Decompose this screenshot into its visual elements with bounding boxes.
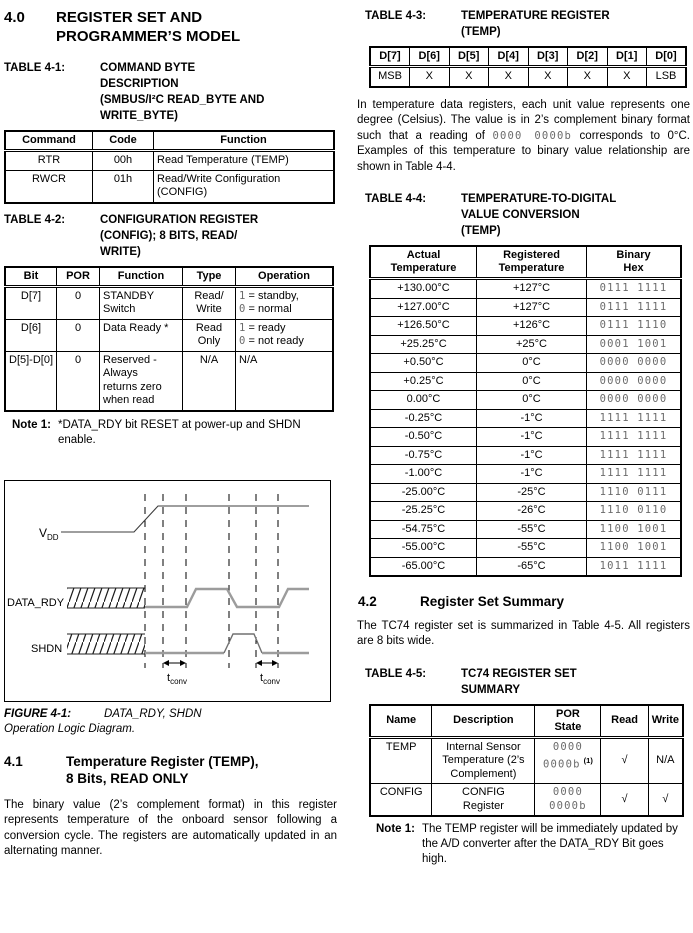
section-title-line: 8 Bits, READ ONLY bbox=[66, 771, 189, 786]
cell-line: 0000b bbox=[549, 799, 587, 812]
op-text: = normal bbox=[248, 303, 292, 315]
op-code: 1 bbox=[239, 289, 247, 302]
bit-value: LSB bbox=[647, 67, 687, 87]
cell-line: Complement) bbox=[450, 767, 517, 780]
header-line: Temperature bbox=[390, 262, 457, 274]
figure-label: FIGURE 4-1: bbox=[4, 707, 72, 720]
cell-por-state bbox=[535, 784, 601, 817]
table-label: TABLE 4-5: bbox=[365, 667, 427, 680]
cell-binary-hex: 1100 1001 bbox=[587, 539, 682, 558]
figure-4-1-box bbox=[4, 480, 331, 702]
cell-command: RTR bbox=[5, 151, 93, 171]
cell-actual-temp: +130.00°C bbox=[370, 279, 477, 299]
cell-line: Write bbox=[196, 303, 222, 315]
cell-registered-temp: 0°C bbox=[477, 354, 587, 373]
column-header-binary-hex bbox=[587, 246, 682, 279]
cell-binary-hex: 0000 0000 bbox=[587, 372, 682, 391]
bit-value: MSB bbox=[370, 67, 410, 87]
cell-type bbox=[183, 319, 236, 351]
figure-title-line2: Operation Logic Diagram. bbox=[4, 722, 136, 735]
table-row bbox=[370, 737, 683, 784]
table-title-line: COMMAND BYTE bbox=[100, 62, 196, 74]
table-row bbox=[370, 465, 681, 484]
note-label: Note 1: bbox=[12, 418, 51, 431]
section-heading-4-0 bbox=[4, 8, 337, 46]
column-header-write: Write bbox=[648, 705, 683, 738]
op-text: = ready bbox=[248, 321, 286, 334]
cell-function bbox=[100, 351, 183, 411]
note-reference: (1) bbox=[583, 756, 593, 765]
cell-binary-hex: 1111 1111 bbox=[587, 409, 682, 428]
bit-header: D[2] bbox=[568, 47, 608, 67]
cell-registered-temp: -1°C bbox=[477, 465, 587, 484]
cell-registered-temp: -1°C bbox=[477, 446, 587, 465]
table-4-2 bbox=[4, 266, 334, 412]
cell-line: when read bbox=[103, 394, 155, 406]
cell-por: 0 bbox=[57, 351, 100, 411]
shdn-undefined-region bbox=[67, 634, 145, 654]
cell-line: Temperature (2’s bbox=[442, 754, 525, 766]
data-rdy-waveform bbox=[145, 589, 309, 607]
cell-name: CONFIG bbox=[370, 784, 432, 817]
cell-read: √ bbox=[601, 737, 648, 784]
bit-value: X bbox=[410, 67, 450, 87]
cell-name: TEMP bbox=[370, 737, 432, 784]
table-title-line: SUMMARY bbox=[461, 683, 520, 696]
cell-line: Reserved - bbox=[103, 353, 157, 366]
table-row bbox=[370, 557, 681, 576]
table-row bbox=[5, 151, 334, 171]
cell-registered-temp: 0°C bbox=[477, 391, 587, 410]
cell-binary-hex: 1110 0111 bbox=[587, 483, 682, 502]
cell-line bbox=[239, 303, 329, 317]
table-title-line: (TEMP) bbox=[461, 26, 501, 38]
cell-binary-hex: 0111 1110 bbox=[587, 317, 682, 336]
table-title bbox=[100, 60, 264, 124]
table-title-line: (SMBUS/I²C READ_BYTE AND bbox=[100, 94, 265, 106]
timing-diagram bbox=[6, 482, 327, 698]
table-row bbox=[370, 784, 683, 817]
table-4-2-label bbox=[4, 212, 337, 260]
cell-line: 0000 bbox=[552, 786, 583, 798]
table-label: TABLE 4-3: bbox=[365, 10, 427, 22]
header-line: Actual bbox=[406, 249, 441, 261]
cell-line: Always bbox=[103, 367, 138, 379]
cell-line: returns zero bbox=[103, 380, 162, 393]
column-header-actual-temp bbox=[370, 246, 477, 279]
binary-literal: 0000 0000b bbox=[492, 129, 573, 142]
table-4-5-label bbox=[365, 666, 690, 698]
paragraph-text: corresponds to 0°C. Examples of this temperature to binary value relationship are shown in Table 4-4. bbox=[357, 129, 690, 173]
paragraph-4-1: The binary value (2’s complement format) in this register represents temperature of the onboard sensor following a conversion cycle. The registers are automatically updated in an alternating manner. bbox=[4, 798, 337, 857]
cell-por: 0 bbox=[57, 286, 100, 319]
column-header-description: Description bbox=[432, 705, 535, 738]
cell-line bbox=[538, 754, 597, 772]
cell-code: 00h bbox=[93, 151, 154, 171]
table-title-line: CONFIGURATION REGISTER bbox=[100, 213, 259, 226]
table-title bbox=[100, 212, 258, 260]
table-title-line: (TEMP) bbox=[461, 225, 501, 237]
cell-command: RWCR bbox=[5, 170, 93, 203]
cell-registered-temp: -55°C bbox=[477, 520, 587, 539]
table-row bbox=[370, 298, 681, 317]
cell-actual-temp: -54.75°C bbox=[370, 520, 477, 539]
table-4-1 bbox=[4, 130, 335, 204]
cell-binary-hex: 1110 0110 bbox=[587, 502, 682, 521]
cell-line: (CONFIG) bbox=[157, 186, 208, 198]
bit-header: D[7] bbox=[370, 47, 410, 67]
cell-binary-hex: 0001 1001 bbox=[587, 335, 682, 354]
right-column bbox=[356, 4, 690, 867]
table-header-row bbox=[5, 131, 334, 151]
table-4-5-note bbox=[376, 822, 690, 867]
cell-registered-temp: +25°C bbox=[477, 335, 587, 354]
cell-binary-hex: 1011 1111 bbox=[587, 557, 682, 576]
cell-registered-temp: 0°C bbox=[477, 372, 587, 391]
table-title-line: TC74 REGISTER SET bbox=[461, 667, 577, 680]
bit-header: D[5] bbox=[449, 47, 489, 67]
cell-registered-temp: -1°C bbox=[477, 409, 587, 428]
cell-line: CONFIG bbox=[462, 786, 505, 798]
cell-registered-temp: -26°C bbox=[477, 502, 587, 521]
por-value: 0000b bbox=[543, 758, 581, 771]
bit-header: D[3] bbox=[528, 47, 568, 67]
cell-registered-temp: -25°C bbox=[477, 483, 587, 502]
section-title-line: REGISTER SET AND bbox=[56, 9, 203, 26]
cell-line: 0000 bbox=[552, 740, 583, 753]
table-row bbox=[370, 409, 681, 428]
cell-function: Read Temperature (TEMP) bbox=[154, 151, 335, 171]
table-row bbox=[370, 279, 681, 299]
section-title: Register Set Summary bbox=[420, 594, 565, 609]
header-line: Temperature bbox=[498, 262, 565, 274]
table-row bbox=[370, 483, 681, 502]
table-label: TABLE 4-1: bbox=[4, 62, 66, 74]
cell-actual-temp: +127.00°C bbox=[370, 298, 477, 317]
table-title bbox=[461, 8, 610, 40]
cell-type: N/A bbox=[183, 351, 236, 411]
cell-actual-temp: -25.25°C bbox=[370, 502, 477, 521]
section-number: 4.1 bbox=[4, 753, 23, 769]
cell-por-state bbox=[535, 737, 601, 784]
bit-value: X bbox=[489, 67, 529, 87]
header-line: Binary bbox=[616, 249, 651, 261]
vdd-waveform bbox=[61, 506, 309, 532]
tconv-label: $t_{conv}$ bbox=[167, 671, 187, 686]
cell-actual-temp: -65.00°C bbox=[370, 557, 477, 576]
table-4-3 bbox=[369, 46, 687, 88]
bit-header: D[6] bbox=[410, 47, 450, 67]
table-title-line: VALUE CONVERSION bbox=[461, 209, 580, 221]
table-header-row bbox=[5, 267, 333, 287]
cell-binary-hex: 1111 1111 bbox=[587, 465, 682, 484]
cell-line: Only bbox=[197, 335, 221, 347]
column-header-registered-temp bbox=[477, 246, 587, 279]
table-row bbox=[5, 170, 334, 203]
cell-binary-hex: 0111 1111 bbox=[587, 298, 682, 317]
cell-description bbox=[432, 784, 535, 817]
tconv-label: $t_{conv}$ bbox=[260, 671, 280, 686]
header-line: Registered bbox=[503, 249, 560, 261]
cell-write: N/A bbox=[648, 737, 683, 784]
section-title bbox=[66, 753, 259, 788]
table-title-line: (CONFIG); 8 BITS, READ/ bbox=[100, 229, 238, 242]
table-4-5 bbox=[369, 704, 684, 818]
cell-line: Switch bbox=[103, 303, 136, 315]
cell-binary-hex: 0000 0000 bbox=[587, 391, 682, 410]
cell-actual-temp: -1.00°C bbox=[370, 465, 477, 484]
section-heading-4-1 bbox=[4, 753, 337, 788]
op-code: 0 bbox=[239, 303, 247, 315]
table-title bbox=[461, 191, 616, 239]
cell-por: 0 bbox=[57, 319, 100, 351]
cell-line bbox=[239, 290, 329, 304]
op-text: = standby, bbox=[248, 289, 299, 302]
cell-line: Read/ bbox=[194, 289, 224, 302]
note-text: *DATA_RDY bit RESET at power-up and SHDN enable. bbox=[58, 418, 301, 446]
cell-actual-temp: -0.50°C bbox=[370, 428, 477, 447]
section-title-line: PROGRAMMER’S MODEL bbox=[56, 28, 241, 45]
column-header-function: Function bbox=[100, 267, 183, 287]
column-header-command: Command bbox=[5, 131, 93, 151]
table-4-1-label bbox=[4, 60, 337, 124]
table-row bbox=[370, 502, 681, 521]
cell-binary-hex: 1100 1001 bbox=[587, 520, 682, 539]
table-row bbox=[5, 351, 333, 411]
column-header-operation: Operation bbox=[236, 267, 334, 287]
cell-operation bbox=[236, 286, 334, 319]
cell-code: 01h bbox=[93, 170, 154, 203]
bit-value: X bbox=[449, 67, 489, 87]
shdn-label: SHDN bbox=[31, 642, 63, 655]
cell-actual-temp: -0.75°C bbox=[370, 446, 477, 465]
table-header-row bbox=[370, 246, 681, 279]
bit-value: X bbox=[568, 67, 608, 87]
cell-operation: N/A bbox=[236, 351, 334, 411]
cell-function bbox=[100, 286, 183, 319]
cell-line bbox=[239, 335, 329, 349]
cell-binary-hex: 1111 1111 bbox=[587, 428, 682, 447]
cell-line: Internal Sensor bbox=[446, 740, 521, 753]
header-line: POR bbox=[556, 707, 580, 720]
paragraph-4-2: The TC74 register set is summarized in Table 4-5. All registers are 8 bits wide. bbox=[357, 619, 690, 647]
column-header-function: Function bbox=[154, 131, 335, 151]
column-header-code: Code bbox=[93, 131, 154, 151]
table-row bbox=[370, 335, 681, 354]
table-row bbox=[370, 539, 681, 558]
cell-type bbox=[183, 286, 236, 319]
column-header-por: POR bbox=[57, 267, 100, 287]
table-row bbox=[370, 354, 681, 373]
cell-registered-temp: -65°C bbox=[477, 557, 587, 576]
cell-line: STANDBY bbox=[103, 289, 155, 302]
op-text: = not ready bbox=[248, 335, 304, 347]
cell-read: √ bbox=[601, 784, 648, 817]
table-title-line: TEMPERATURE-TO-DIGITAL bbox=[461, 193, 617, 205]
column-header-por-state bbox=[535, 705, 601, 738]
header-line: Hex bbox=[623, 262, 644, 274]
bit-header: D[1] bbox=[607, 47, 647, 67]
bit-value: X bbox=[607, 67, 647, 87]
cell-registered-temp: +127°C bbox=[477, 298, 587, 317]
data-rdy-undefined-region bbox=[67, 588, 145, 608]
table-title-line: WRITE_BYTE) bbox=[100, 110, 178, 122]
table-header-row bbox=[370, 705, 683, 738]
cell-line: Read/Write Configuration bbox=[157, 172, 281, 185]
paragraph-4-3 bbox=[357, 98, 690, 176]
table-4-4-label bbox=[365, 191, 690, 239]
note-label: Note 1: bbox=[376, 823, 415, 835]
section-heading-4-2 bbox=[358, 593, 690, 611]
cell-binary-hex: 0111 1111 bbox=[587, 279, 682, 299]
cell-line: Read bbox=[195, 321, 223, 334]
cell-write: √ bbox=[648, 784, 683, 817]
cell-bit bbox=[5, 351, 57, 411]
data-rdy-label: DATA_RDY bbox=[7, 596, 65, 609]
table-row bbox=[370, 67, 686, 87]
cell-registered-temp: +126°C bbox=[477, 317, 587, 336]
cell-actual-temp: -0.25°C bbox=[370, 409, 477, 428]
cell-line: Register bbox=[462, 799, 504, 812]
cell-registered-temp: -1°C bbox=[477, 428, 587, 447]
table-label: TABLE 4-2: bbox=[4, 213, 66, 226]
cell-actual-temp: +25.25°C bbox=[370, 335, 477, 354]
cell-actual-temp: +0.25°C bbox=[370, 372, 477, 391]
table-title-line: DESCRIPTION bbox=[100, 78, 179, 90]
table-4-2-note bbox=[12, 418, 337, 448]
section-title bbox=[56, 8, 240, 46]
section-number: 4.0 bbox=[4, 9, 25, 26]
section-number: 4.2 bbox=[358, 594, 377, 609]
cell-line bbox=[239, 322, 329, 336]
table-4-4 bbox=[369, 245, 682, 577]
figure-4-1-caption bbox=[4, 707, 337, 722]
table-row bbox=[5, 286, 333, 319]
table-row bbox=[5, 319, 333, 351]
cell-actual-temp: +126.50°C bbox=[370, 317, 477, 336]
table-row bbox=[370, 391, 681, 410]
table-row bbox=[370, 317, 681, 336]
op-code: 0 bbox=[239, 335, 247, 347]
table-title-line: TEMPERATURE REGISTER bbox=[461, 10, 610, 22]
paragraph-text: In temperature data registers, each unit value represents one degree (Celsius). The value is in 2’s complement binary format such that a reading of bbox=[357, 98, 690, 142]
cell-line: D[5]-D[0] bbox=[9, 353, 54, 366]
left-column bbox=[4, 4, 337, 867]
cell-function: Data Ready * bbox=[100, 319, 183, 351]
column-header-bit: Bit bbox=[5, 267, 57, 287]
cell-description bbox=[432, 737, 535, 784]
bit-header: D[0] bbox=[647, 47, 687, 67]
tconv-arrowheads bbox=[163, 660, 278, 666]
cell-actual-temp: -25.00°C bbox=[370, 483, 477, 502]
section-title-line: Temperature Register (TEMP), bbox=[66, 753, 259, 769]
bit-header: D[4] bbox=[489, 47, 529, 67]
cell-binary-hex: 1111 1111 bbox=[587, 446, 682, 465]
table-row bbox=[370, 372, 681, 391]
table-title-line: WRITE) bbox=[100, 245, 141, 258]
cell-bit: D[7] bbox=[5, 286, 57, 319]
vdd-label: $V_{DD}$ bbox=[39, 525, 59, 542]
header-line: State bbox=[554, 720, 582, 733]
column-header-name: Name bbox=[370, 705, 432, 738]
column-header-read: Read bbox=[601, 705, 648, 738]
cell-actual-temp: -55.00°C bbox=[370, 539, 477, 558]
bit-value: X bbox=[528, 67, 568, 87]
note-text: The TEMP register will be immediately updated by the A/D converter after the DATA_RDY Bit goes high. bbox=[422, 823, 678, 865]
cell-registered-temp: +127°C bbox=[477, 279, 587, 299]
table-row bbox=[370, 428, 681, 447]
cell-registered-temp: -55°C bbox=[477, 539, 587, 558]
table-row bbox=[370, 520, 681, 539]
cell-actual-temp: 0.00°C bbox=[370, 391, 477, 410]
table-4-3-label bbox=[365, 8, 690, 40]
cell-bit: D[6] bbox=[5, 319, 57, 351]
table-header-row bbox=[370, 47, 686, 67]
cell-function bbox=[154, 170, 335, 203]
figure-title: DATA_RDY, SHDN bbox=[104, 707, 202, 720]
column-header-type: Type bbox=[183, 267, 236, 287]
table-title bbox=[461, 666, 577, 698]
op-code: 1 bbox=[239, 321, 247, 334]
table-label: TABLE 4-4: bbox=[365, 193, 427, 205]
cell-actual-temp: +0.50°C bbox=[370, 354, 477, 373]
cell-binary-hex: 0000 0000 bbox=[587, 354, 682, 373]
cell-operation bbox=[236, 319, 334, 351]
table-row bbox=[370, 446, 681, 465]
